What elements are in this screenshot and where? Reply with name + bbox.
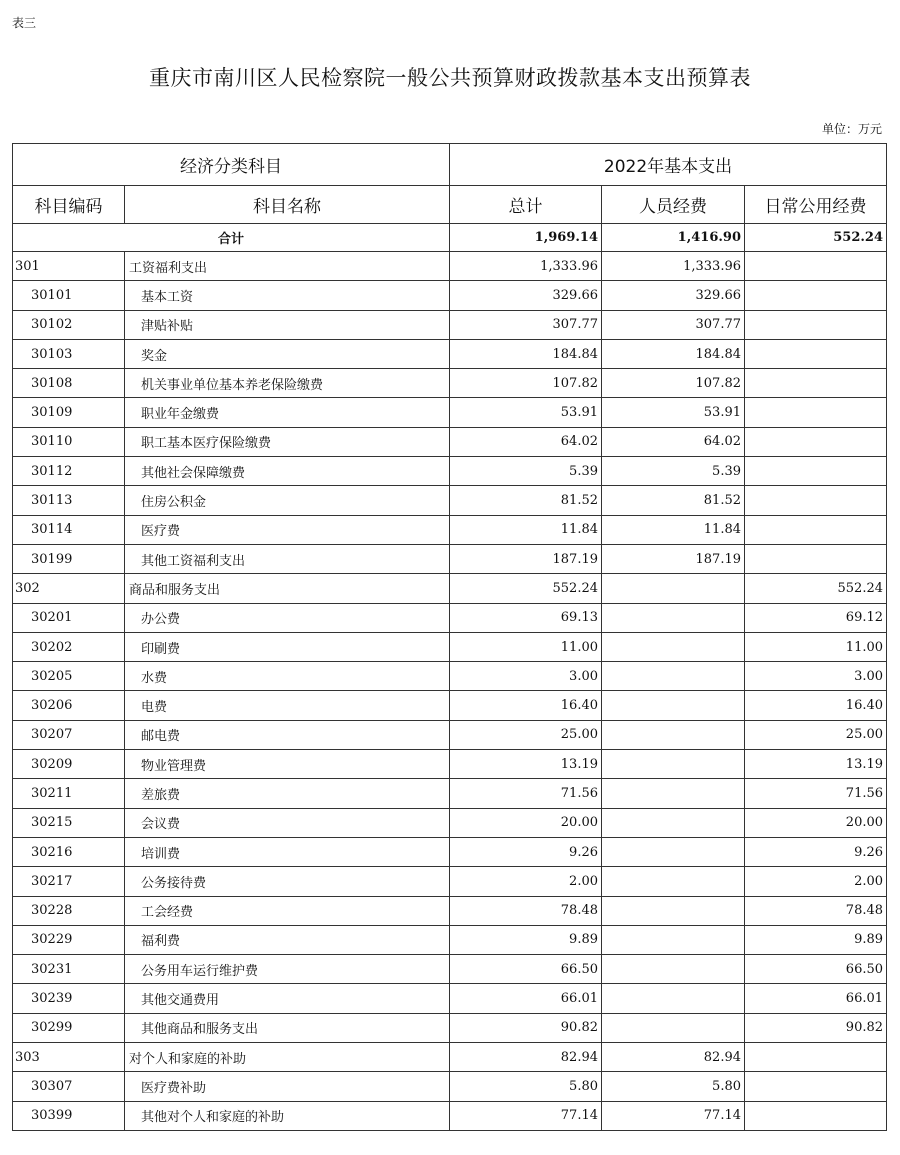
table-row [13,398,887,427]
cell-name: 其他社会保障缴费 [125,457,450,486]
cell-personnel: 5.39 [602,457,745,486]
header-basic-expenditure: 2022年基本支出 [450,144,887,186]
unit-label: 单位：万元 [821,122,882,136]
cell-total: 9.89 [450,925,602,954]
cell-public: 66.01 [745,984,887,1013]
cell-code: 30239 [13,984,125,1013]
cell-code: 30217 [13,867,125,896]
cell-personnel: 77.14 [602,1101,745,1130]
cell-public: 90.82 [745,1013,887,1042]
cell-code: 30207 [13,720,125,749]
cell-total: 184.84 [450,339,602,368]
cell-personnel: 184.84 [602,339,745,368]
cell-code: 30307 [13,1072,125,1101]
cell-name: 其他工资福利支出 [125,544,450,573]
cell-personnel [602,896,745,925]
page-title: 重庆市南川区人民检察院一般公共预算财政拨款基本支出预算表 [149,66,751,90]
table-row [13,925,887,954]
cell-public [745,369,887,398]
cell-personnel [602,779,745,808]
cell-code: 30102 [13,310,125,339]
cell-name: 住房公积金 [125,486,450,515]
cell-code: 30109 [13,398,125,427]
budget-table [12,143,887,1131]
cell-public: 3.00 [745,662,887,691]
cell-name: 印刷费 [125,632,450,661]
table-row [13,515,887,544]
cell-name: 会议费 [125,808,450,837]
cell-name: 其他商品和服务支出 [125,1013,450,1042]
cell-name: 物业管理费 [125,750,450,779]
header-code: 科目编码 [13,186,125,224]
cell-total: 11.84 [450,515,602,544]
cell-code: 30103 [13,339,125,368]
cell-name: 奖金 [125,339,450,368]
cell-name: 职业年金缴费 [125,398,450,427]
table-row [13,574,887,603]
cell-name: 职工基本医疗保险缴费 [125,427,450,456]
cell-total: 69.13 [450,603,602,632]
cell-public [745,398,887,427]
cell-code: 30211 [13,779,125,808]
cell-public: 66.50 [745,955,887,984]
cell-personnel: 1,333.96 [602,252,745,281]
cell-personnel [602,750,745,779]
cell-personnel [602,632,745,661]
table-row [13,896,887,925]
cell-code: 30202 [13,632,125,661]
cell-code: 30113 [13,486,125,515]
cell-personnel [602,720,745,749]
cell-public [745,1072,887,1101]
cell-total: 5.80 [450,1072,602,1101]
cell-name: 邮电费 [125,720,450,749]
cell-code: 30101 [13,281,125,310]
table-row [13,1013,887,1042]
cell-code: 30229 [13,925,125,954]
table-row [13,955,887,984]
cell-total: 5.39 [450,457,602,486]
cell-code: 30201 [13,603,125,632]
cell-public [745,281,887,310]
cell-personnel [602,662,745,691]
cell-personnel [602,691,745,720]
table-row [13,252,887,281]
cell-total: 16.40 [450,691,602,720]
header-personnel: 人员经费 [602,186,745,224]
cell-public: 9.89 [745,925,887,954]
cell-code: 30108 [13,369,125,398]
cell-public: 11.00 [745,632,887,661]
cell-public: 16.40 [745,691,887,720]
cell-personnel [602,925,745,954]
table-row [13,1072,887,1101]
cell-total: 77.14 [450,1101,602,1130]
cell-name: 办公费 [125,603,450,632]
cell-personnel [602,808,745,837]
total-personnel: 1,416.90 [602,224,745,252]
cell-total: 20.00 [450,808,602,837]
cell-public: 25.00 [745,720,887,749]
cell-code: 30199 [13,544,125,573]
cell-public [745,310,887,339]
cell-personnel: 187.19 [602,544,745,573]
cell-code: 30216 [13,837,125,866]
cell-public: 71.56 [745,779,887,808]
table-row [13,808,887,837]
cell-name: 公务用车运行维护费 [125,955,450,984]
cell-public: 13.19 [745,750,887,779]
cell-name: 培训费 [125,837,450,866]
cell-code: 30299 [13,1013,125,1042]
cell-public: 2.00 [745,867,887,896]
cell-public [745,427,887,456]
cell-code: 30399 [13,1101,125,1130]
cell-name: 医疗费补助 [125,1072,450,1101]
cell-total: 66.01 [450,984,602,1013]
cell-total: 107.82 [450,369,602,398]
header-economic-classification: 经济分类科目 [13,144,450,186]
table-row [13,691,887,720]
table-row [13,369,887,398]
cell-total: 78.48 [450,896,602,925]
cell-code: 30231 [13,955,125,984]
total-public: 552.24 [745,224,887,252]
cell-name: 商品和服务支出 [125,574,450,603]
table-row [13,427,887,456]
header-name: 科目名称 [125,186,450,224]
cell-name: 对个人和家庭的补助 [125,1043,450,1072]
cell-name: 机关事业单位基本养老保险缴费 [125,369,450,398]
cell-code: 30205 [13,662,125,691]
table-label: 表三 [12,16,37,30]
cell-public: 552.24 [745,574,887,603]
table-row [13,750,887,779]
table-row [13,720,887,749]
cell-total: 3.00 [450,662,602,691]
cell-name: 医疗费 [125,515,450,544]
cell-public: 78.48 [745,896,887,925]
table-row [13,984,887,1013]
table-row [13,779,887,808]
cell-personnel [602,1013,745,1042]
cell-name: 电费 [125,691,450,720]
cell-code: 30110 [13,427,125,456]
cell-code: 301 [13,252,125,281]
cell-personnel [602,984,745,1013]
cell-personnel [602,955,745,984]
cell-public [745,486,887,515]
cell-total: 13.19 [450,750,602,779]
cell-name: 福利费 [125,925,450,954]
cell-personnel: 11.84 [602,515,745,544]
table-row [13,867,887,896]
cell-name: 其他对个人和家庭的补助 [125,1101,450,1130]
table-row [13,603,887,632]
cell-personnel [602,837,745,866]
cell-public [745,1101,887,1130]
cell-name: 差旅费 [125,779,450,808]
cell-name: 津贴补贴 [125,310,450,339]
cell-total: 9.26 [450,837,602,866]
cell-personnel: 81.52 [602,486,745,515]
cell-personnel: 107.82 [602,369,745,398]
cell-public: 20.00 [745,808,887,837]
cell-name: 基本工资 [125,281,450,310]
cell-code: 303 [13,1043,125,1072]
cell-public: 9.26 [745,837,887,866]
table-row [13,339,887,368]
cell-public [745,544,887,573]
total-row [13,224,887,252]
cell-code: 30228 [13,896,125,925]
cell-total: 82.94 [450,1043,602,1072]
cell-total: 329.66 [450,281,602,310]
total-label: 合计 [13,224,450,252]
cell-total: 90.82 [450,1013,602,1042]
cell-name: 其他交通费用 [125,984,450,1013]
header-public: 日常公用经费 [745,186,887,224]
cell-public: 69.12 [745,603,887,632]
cell-total: 64.02 [450,427,602,456]
cell-personnel: 329.66 [602,281,745,310]
cell-personnel: 53.91 [602,398,745,427]
table-row [13,632,887,661]
table-row [13,662,887,691]
cell-code: 30114 [13,515,125,544]
cell-code: 30209 [13,750,125,779]
cell-total: 11.00 [450,632,602,661]
table-row [13,486,887,515]
cell-total: 1,333.96 [450,252,602,281]
cell-total: 187.19 [450,544,602,573]
cell-personnel: 82.94 [602,1043,745,1072]
cell-name: 水费 [125,662,450,691]
table-row [13,457,887,486]
table-row [13,1043,887,1072]
cell-public [745,339,887,368]
cell-personnel [602,574,745,603]
header-total: 总计 [450,186,602,224]
cell-public [745,457,887,486]
cell-code: 30215 [13,808,125,837]
cell-total: 307.77 [450,310,602,339]
table-row [13,837,887,866]
cell-total: 552.24 [450,574,602,603]
cell-public [745,252,887,281]
cell-public [745,1043,887,1072]
cell-total: 81.52 [450,486,602,515]
table-row [13,1101,887,1130]
cell-total: 66.50 [450,955,602,984]
cell-name: 工资福利支出 [125,252,450,281]
cell-name: 公务接待费 [125,867,450,896]
table-row [13,281,887,310]
cell-personnel: 307.77 [602,310,745,339]
cell-public [745,515,887,544]
cell-total: 25.00 [450,720,602,749]
total-total: 1,969.14 [450,224,602,252]
table-row [13,310,887,339]
cell-code: 30112 [13,457,125,486]
cell-personnel: 5.80 [602,1072,745,1101]
cell-code: 30206 [13,691,125,720]
cell-personnel [602,867,745,896]
cell-total: 71.56 [450,779,602,808]
cell-total: 2.00 [450,867,602,896]
cell-total: 53.91 [450,398,602,427]
cell-personnel: 64.02 [602,427,745,456]
cell-name: 工会经费 [125,896,450,925]
cell-code: 302 [13,574,125,603]
table-row [13,544,887,573]
cell-personnel [602,603,745,632]
